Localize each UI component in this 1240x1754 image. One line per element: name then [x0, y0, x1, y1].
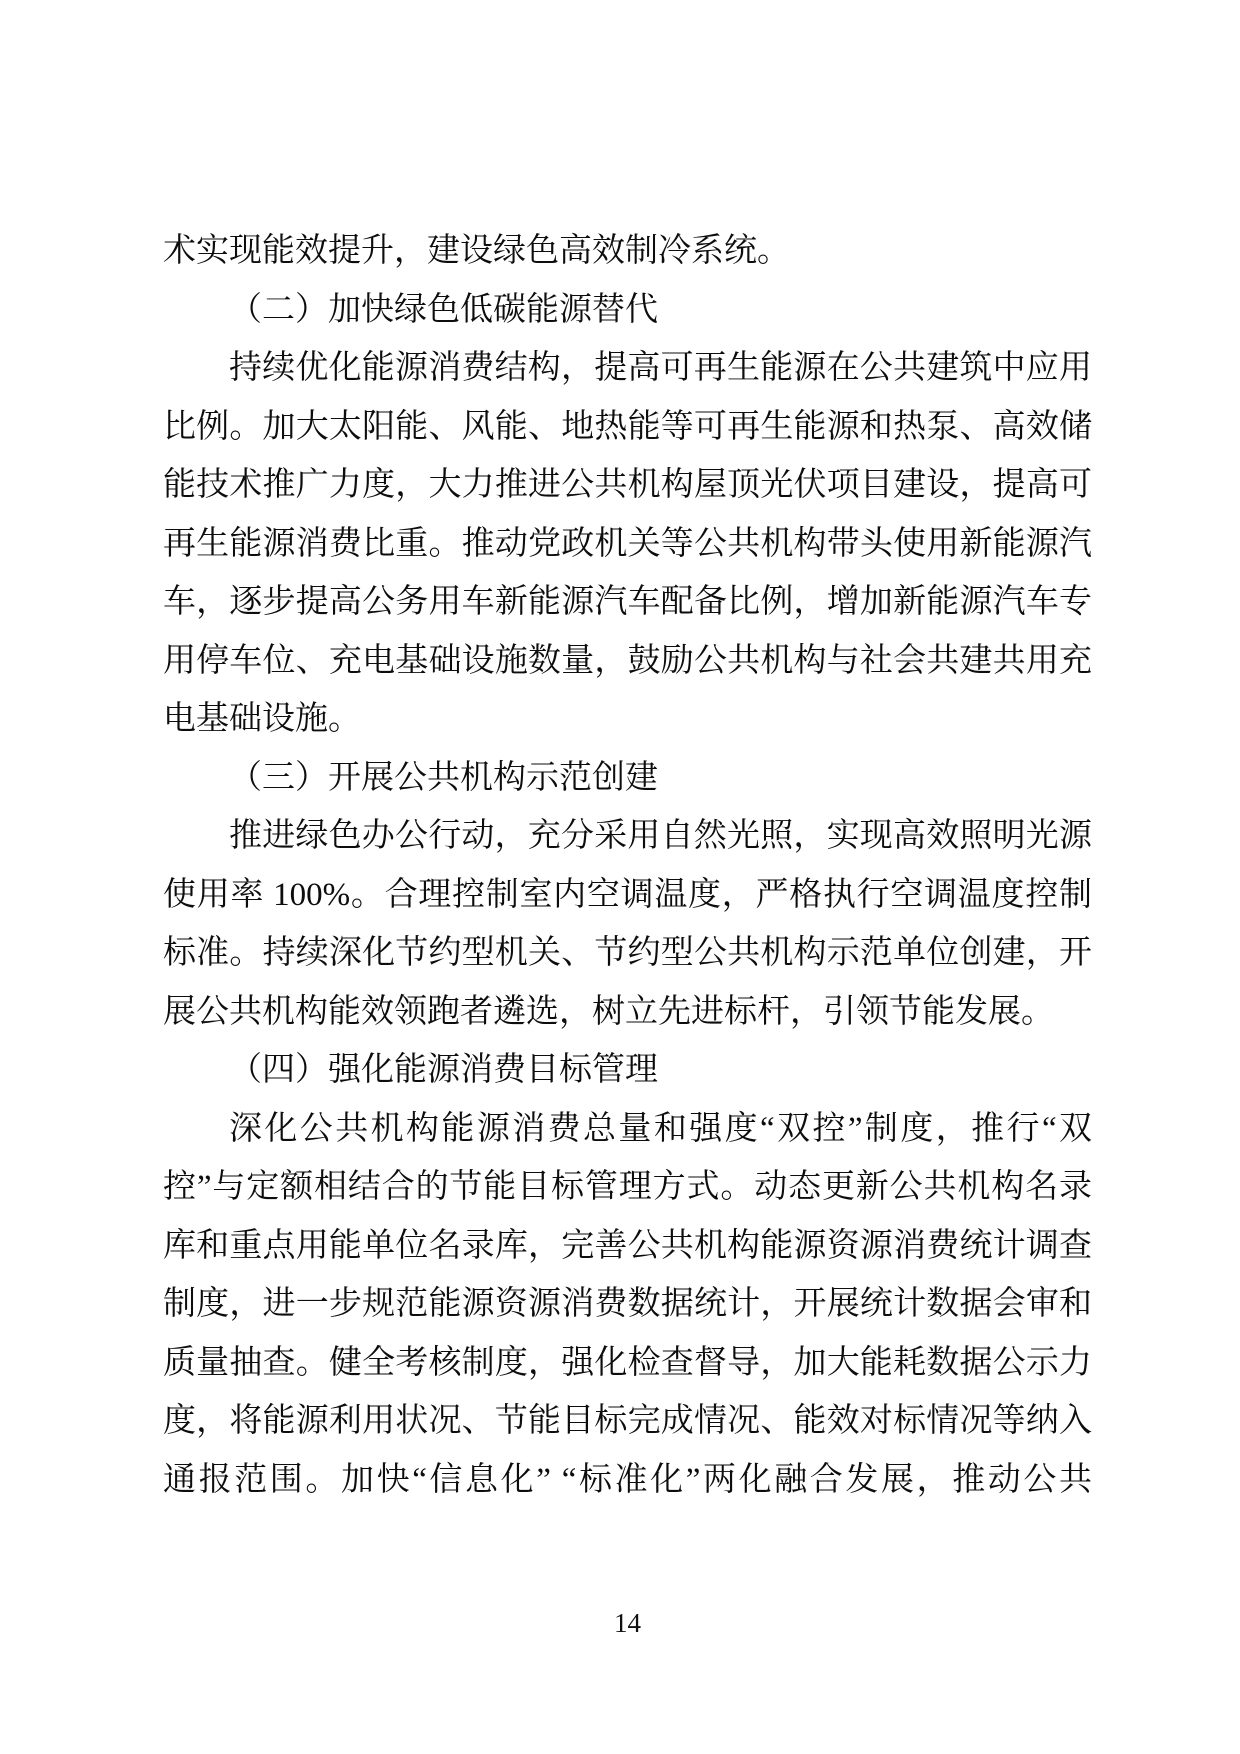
page-footer: [163, 1608, 1092, 1639]
document-body: [163, 222, 1092, 1509]
text-line: 控”与定额相结合的节能目标管理方式。动态更新公共机构名录: [163, 1169, 1092, 1205]
text-line: 比例。加大太阳能、风能、地热能等可再生能源和热泵、高效储: [163, 408, 1092, 445]
text-line: 标准。持续深化节约型机关、节约型公共机构示范单位创建，开: [163, 935, 1092, 971]
page-number: 14: [614, 1608, 641, 1638]
text-line: 展公共机构能效领跑者遴选，树立先进标杆，引领节能发展。: [163, 993, 1054, 1030]
text-line: 推进绿色办公行动，充分采用自然光照，实现高效照明光源: [229, 818, 1092, 854]
section-heading: （二）加快绿色低碳能源替代: [229, 291, 658, 328]
text-line: 使用率 100%。合理控制室内空调温度，严格执行空调温度控制: [163, 876, 1092, 913]
text-line: 深化公共机构能源消费总量和强度“双控”制度，推行“双: [229, 1110, 1092, 1147]
text-line: 车，逐步提高公务用车新能源汽车配备比例，增加新能源汽车专: [163, 584, 1092, 620]
text-line: 度，将能源利用状况、节能目标完成情况、能效对标情况等纳入: [163, 1403, 1092, 1439]
text-line: 用停车位、充电基础设施数量，鼓励公共机构与社会共建共用充: [163, 642, 1092, 679]
text-line: 持续优化能源消费结构，提高可再生能源在公共建筑中应用: [229, 350, 1092, 386]
text-line: 制度，进一步规范能源资源消费数据统计，开展统计数据会审和: [163, 1286, 1092, 1322]
text-line: 质量抽查。健全考核制度，强化检查督导，加大能耗数据公示力: [163, 1344, 1092, 1381]
text-line: 库和重点用能单位名录库，完善公共机构能源资源消费统计调查: [163, 1227, 1092, 1264]
text-line: 能技术推广力度，大力推进公共机构屋顶光伏项目建设，提高可: [163, 467, 1092, 503]
text-line: 通报范围。加快“信息化” “标准化”两化融合发展，推动公共: [163, 1461, 1092, 1498]
section-heading: （四）强化能源消费目标管理: [229, 1052, 658, 1088]
text-line: 再生能源消费比重。推动党政机关等公共机构带头使用新能源汽: [163, 525, 1092, 562]
section-heading: （三）开展公共机构示范创建: [229, 759, 658, 796]
text-line: 电基础设施。: [163, 701, 361, 737]
text-line: 术实现能效提升，建设绿色高效制冷系统。: [163, 233, 790, 269]
